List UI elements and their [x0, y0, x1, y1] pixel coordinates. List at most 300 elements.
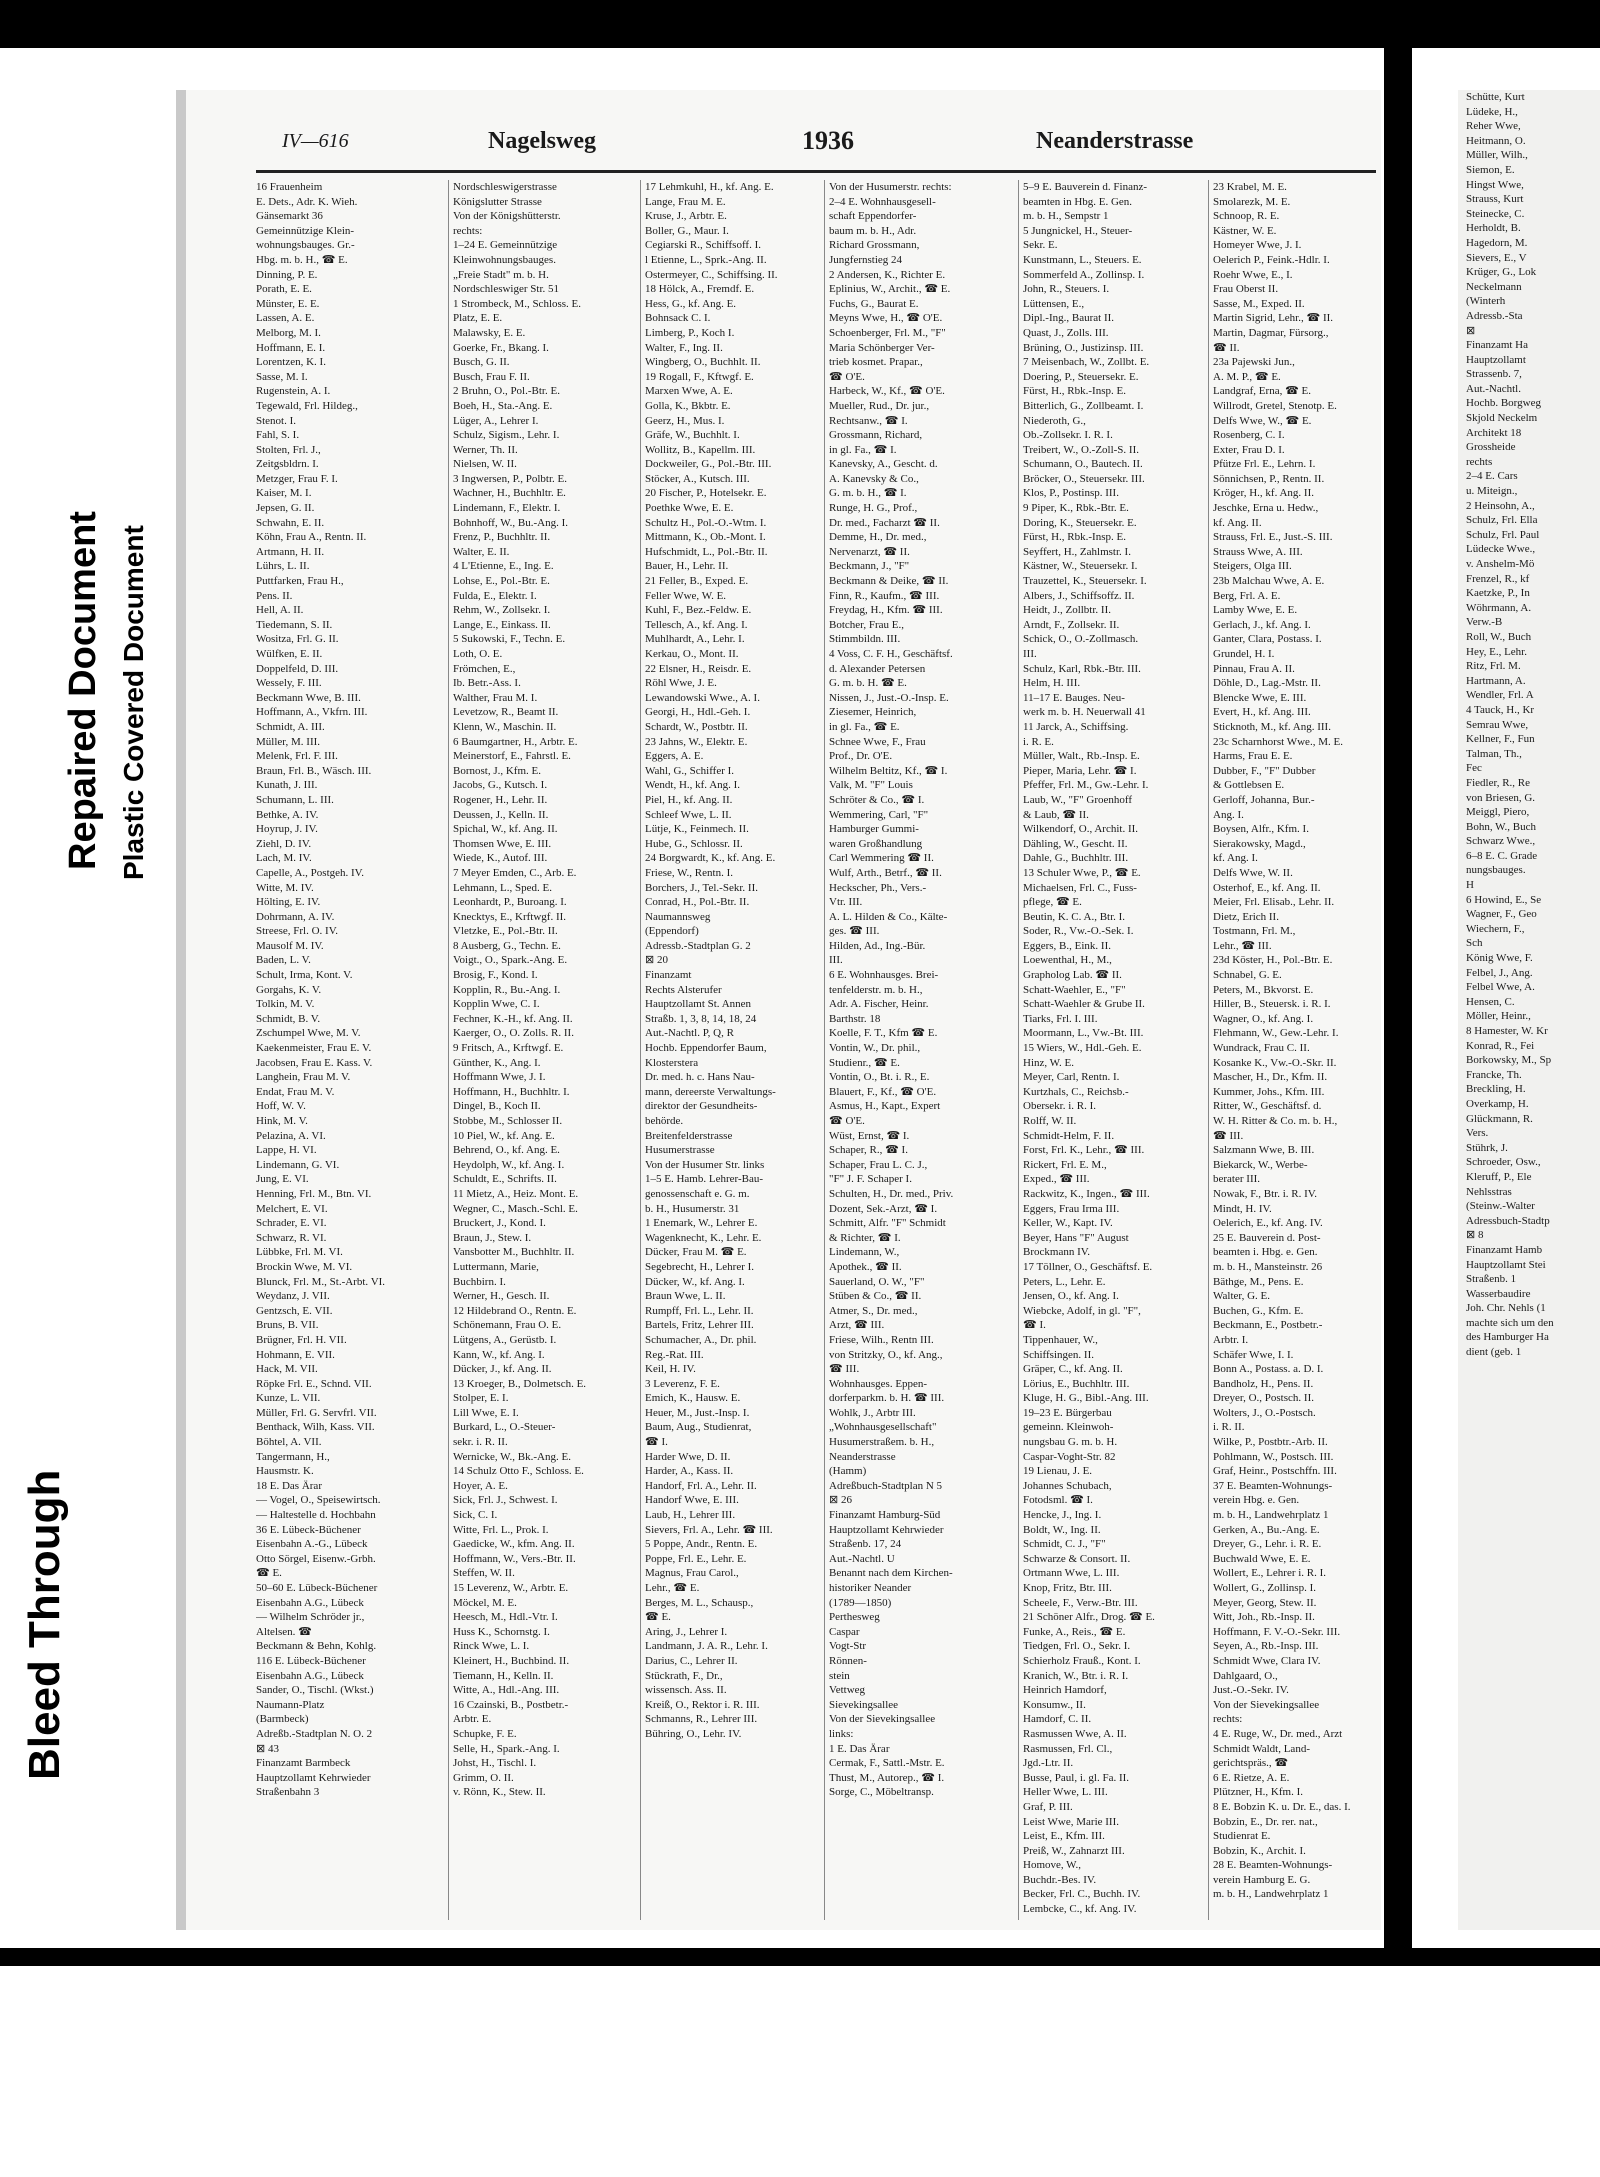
entry-line: Hoffmann, F. V.-O.-Sekr. III.	[1213, 1625, 1341, 1638]
entry-line: 5 Sukowski, F., Techn. E.	[453, 633, 566, 646]
entry-line: Schiffsingen. II.	[1023, 1348, 1094, 1361]
entry-line: 19–23 E. Bürgerbau	[1023, 1406, 1112, 1419]
entry-line: Jepsen, G. II.	[256, 502, 315, 515]
columns	[256, 180, 1381, 1920]
entry-line: Valk, M. "F" Louis	[829, 779, 913, 792]
entry-line: Braun, Frl. B., Wäsch. III.	[256, 764, 372, 777]
entry-line: 6 E. Wohnhausges. Brei-	[829, 969, 939, 982]
entry-line: Lamby Wwe, E. E.	[1213, 604, 1298, 617]
entry-line: Brüning, O., Justizinsp. III.	[1023, 341, 1144, 354]
entry-line: Hube, G., Schlossr. II.	[645, 837, 743, 850]
entry-line: Bruckert, J., Kond. I.	[453, 1217, 546, 1230]
entry-line: Levetzow, R., Beamt II.	[453, 706, 559, 719]
entry-line: Jung, E. VI.	[256, 1173, 309, 1186]
entry-line: Funke, A., Reis., ☎ E.	[1023, 1625, 1126, 1638]
entry-line: III.	[1023, 648, 1037, 660]
entry-line: Schumann, L. III.	[256, 793, 334, 806]
entry-line: Lehr., ☎ E.	[645, 1582, 700, 1594]
entry-line: direktor der Gesundheits-	[645, 1100, 758, 1113]
entry-line: Melborg, M. I.	[256, 326, 321, 339]
entry-line: Gänsemarkt 36	[256, 210, 323, 223]
entry-line: Hochb. Eppendorfer Baum,	[645, 1042, 767, 1055]
entry-line: verein Hamburg E. G.	[1213, 1873, 1311, 1886]
entry-line: Ziehl, D. IV.	[256, 837, 312, 850]
entry-line: rechts:	[453, 224, 483, 237]
entry-line: Heckscher, Ph., Vers.-	[829, 881, 927, 894]
entry-line: Pelazina, A. VI.	[256, 1129, 326, 1142]
entry-line: Asmus, H., Kapt., Expert	[829, 1100, 941, 1113]
entry-line: Kreiß, O., Rektor i. R. III.	[645, 1698, 760, 1711]
entry-line: 3 Leverenz, F. E.	[645, 1377, 720, 1390]
entry-line: Kopplin, R., Bu.-Ang. I.	[453, 983, 561, 996]
adjacent-entry-line: Fiedler, R., Re	[1466, 776, 1531, 789]
entry-line: Röpke Frl. E., Schnd. VII.	[256, 1377, 372, 1390]
entry-line: waren Großhandlung	[829, 837, 923, 850]
entry-line: Jeschke, Erna u. Hedw.,	[1213, 502, 1319, 515]
entry-line: Nervenarzt, ☎ II.	[829, 545, 910, 558]
entry-line: Schmidt, B. V.	[256, 1012, 321, 1025]
entry-line: Dietz, Erich II.	[1213, 910, 1279, 923]
entry-line: Hoffmann, A., Vkfrn. III.	[256, 706, 368, 719]
entry-line: 11–17 E. Bauges. Neu-	[1023, 691, 1125, 704]
entry-line: Burkard, L., O.-Steuer-	[453, 1421, 556, 1434]
adjacent-entry-line: Adressb.-Sta	[1466, 309, 1523, 322]
entry-line: Eplinius, W., Archit., ☎ E.	[829, 283, 951, 296]
entry-line: Finanzamt Barmbeck	[256, 1757, 351, 1770]
entry-line: Naumann-Platz	[256, 1698, 325, 1711]
entry-line: Meyer, Georg, Stew. II.	[1213, 1596, 1317, 1609]
entry-line: Wilhelm Beltitz, Kf., ☎ I.	[829, 764, 948, 777]
entry-line: genossenschaft e. G. m.	[645, 1187, 750, 1200]
entry-line: Rechtsanw., ☎ I.	[829, 414, 908, 427]
entry-line: Stobbe, M., Schlosser II.	[453, 1115, 563, 1127]
entry-line: G. m. b. H. ☎ E.	[829, 677, 907, 690]
adjacent-entry-line: Felbel Wwe, A.	[1466, 981, 1535, 994]
entry-line: Werner, Th. II.	[453, 443, 518, 456]
entry-line: Dr. med., Facharzt ☎ II.	[829, 516, 940, 529]
adjacent-entry-line: 2–4 E. Cars	[1466, 470, 1518, 483]
entry-line: Eggers, A. E.	[645, 750, 704, 763]
entry-line: ⊠ 26	[829, 1494, 852, 1507]
entry-line: Caspar	[829, 1625, 860, 1638]
entry-line: Schaper, Frau L. C. J.,	[829, 1158, 928, 1171]
entry-line: Lewandowski Wwe., A. I.	[645, 691, 760, 704]
entry-line: Melchert, E. VI.	[256, 1202, 328, 1215]
entry-line: Selle, H., Spark.-Ang. I.	[453, 1742, 560, 1755]
entry-line: Keller, W., Kapt. IV.	[1023, 1217, 1113, 1230]
adjacent-entry-line: Grossheide	[1466, 441, 1516, 454]
entry-line: Wingberg, O., Buchhlt. II.	[645, 356, 761, 369]
entry-line: Heidt, J., Zollbtr. II.	[1023, 604, 1111, 617]
entry-line: Oelerich, E., kf. Ang. IV.	[1213, 1217, 1323, 1230]
entry-line: Frau Oberst II.	[1213, 283, 1279, 296]
entry-line: Sekr. E.	[1023, 239, 1058, 252]
entry-line: Witte, A., Hdl.-Ang. III.	[453, 1684, 560, 1697]
entry-line: Lembcke, C., kf. Ang. IV.	[1023, 1903, 1137, 1916]
entry-line: 24 Borgwardt, K., kf. Ang. E.	[645, 852, 776, 865]
entry-line: Köhn, Frau A., Rentn. II.	[256, 531, 367, 544]
entry-line: Hbg. m. b. H., ☎ E.	[256, 253, 348, 266]
entry-line: 2 Andersen, K., Richter E.	[829, 268, 946, 281]
entry-line: Streese, Frl. O. IV.	[256, 925, 338, 938]
entry-line: Wohlk, J., Arbtr III.	[829, 1406, 916, 1419]
entry-line: Busch, G. II.	[453, 356, 510, 369]
entry-line: Wiebcke, Adolf, in gl. "F",	[1023, 1304, 1141, 1317]
entry-line: 21 Feller, B., Exped. E.	[645, 575, 749, 588]
page-number: IV—616	[282, 130, 349, 152]
entry-line: Döhle, D., Lag.-Mstr. II.	[1213, 677, 1321, 690]
entry-line: ☎ III.	[1213, 1129, 1244, 1142]
entry-line: „Freie Stadt" m. b. H.	[453, 268, 549, 281]
entry-line: Rogener, H., Lehr. II.	[453, 793, 548, 806]
entry-line: Hilden, Ad., Ing.-Bür.	[829, 939, 926, 952]
entry-line: Gerlach, J., kf. Ang. I.	[1213, 618, 1311, 631]
entry-line: Adr. A. Fischer, Heinr.	[829, 998, 929, 1011]
entry-line: Segebrecht, H., Lehrer I.	[645, 1260, 755, 1273]
entry-line: Albers, J., Schiffsoffz. II.	[1023, 589, 1135, 602]
entry-line: kf. Ang. II.	[1213, 516, 1262, 529]
entry-line: Bornost, J., Kfm. E.	[453, 764, 541, 777]
entry-line: Schnabel, G. E.	[1213, 969, 1282, 982]
entry-line: Klosterstera	[645, 1056, 699, 1069]
entry-line: Hauptzollamt Kehrwieder	[829, 1523, 944, 1536]
entry-line: Kurtzhals, C., Reichsb.-	[1023, 1085, 1129, 1098]
entry-line: Hack, M. VII.	[256, 1363, 318, 1376]
entry-line: Perthesweg	[829, 1611, 880, 1624]
entry-line: Grimm, O. II.	[453, 1771, 514, 1784]
entry-line: 19 Rogall, F., Kftwgf. E.	[645, 370, 754, 383]
entry-line: Nordschleswiger Str. 51	[453, 283, 560, 296]
entry-line: Hoffmann, E. I.	[256, 341, 326, 354]
entry-line: Hamburger Gummi-	[829, 823, 919, 836]
entry-line: historiker Neander	[829, 1582, 912, 1594]
entry-line: Schatt-Waehler, E., "F"	[1023, 983, 1126, 996]
entry-line: Bühring, O., Lehr. IV.	[645, 1727, 742, 1740]
entry-line: Buchbirn. I.	[453, 1275, 506, 1288]
entry-line: ⊠ 20	[645, 954, 668, 967]
label-bleed-through: Bleed Through	[20, 1469, 69, 1780]
entry-line: 5 Jungnickel, H., Steuer-	[1023, 224, 1133, 237]
entry-line: Hess, G., kf. Ang. E.	[645, 297, 737, 310]
entry-line: Wendt, H., kf. Ang. I.	[645, 779, 741, 792]
entry-line: Witte, Frl. L., Prok. I.	[453, 1523, 549, 1536]
entry-line: gerichtspräs., ☎	[1213, 1757, 1289, 1770]
header-year: 1936	[802, 126, 854, 155]
entry-line: Seyffert, H., Zahlmstr. I.	[1023, 545, 1131, 558]
entry-line: G. m. b. H., ☎ I.	[829, 487, 907, 500]
adjacent-entry-line: Wiechern, F.,	[1466, 922, 1525, 935]
entry-line: Piel, H., kf. Ang. II.	[645, 793, 733, 806]
entry-line: Carl Wemmering ☎ II.	[829, 852, 934, 865]
entry-line: Boeh, H., Sta.-Ang. E.	[453, 399, 553, 412]
entry-line: Delfs Wwe, W., ☎ E.	[1213, 414, 1312, 427]
entry-line: Dahle, G., Buchhltr. III.	[1023, 852, 1129, 865]
entry-line: Pinnau, Frau A. II.	[1213, 662, 1295, 675]
entry-line: 9 Piper, K., Rbk.-Btr. E.	[1023, 502, 1129, 515]
adjacent-entry-line: Francke, Th.	[1466, 1068, 1522, 1081]
entry-line: Landmann, J. A. R., Lehr. I.	[645, 1640, 768, 1653]
entry-line: Michaelsen, Frl. C., Fuss-	[1023, 881, 1137, 894]
entry-line: Benthack, Wilh, Kass. VII.	[256, 1421, 375, 1434]
entry-line: Schwarze & Consort. II.	[1023, 1552, 1131, 1565]
adjacent-entry-line: Siemon, E.	[1466, 163, 1515, 176]
adjacent-entry-line: Meiggl, Piero,	[1466, 806, 1530, 819]
entry-line: Magnus, Frau Carol.,	[645, 1567, 739, 1580]
entry-line: i. R. II.	[1213, 1421, 1245, 1434]
entry-line: Wilke, P., Postbtr.-Arb. II.	[1213, 1436, 1328, 1449]
adjacent-entry-line: König Wwe, F.	[1466, 952, 1533, 965]
entry-line: Rasmussen, Frl. Cl.,	[1023, 1742, 1113, 1755]
entry-line: (Eppendorf)	[645, 925, 699, 938]
entry-line: 2–4 E. Wohnhausgesell-	[829, 195, 936, 208]
entry-line: Schulz, Sigism., Lehr. I.	[453, 429, 560, 442]
entry-line: Schaper, R., ☎ I.	[829, 1144, 908, 1157]
entry-line: Vettweg	[829, 1684, 866, 1697]
entry-line: Sauerland, O. W., "F"	[829, 1275, 925, 1288]
entry-line: Walter, F., Ing. II.	[645, 341, 723, 354]
entry-line: 1–5 E. Hamb. Lehrer-Bau-	[645, 1173, 763, 1186]
entry-line: Kopplin Wwe, C. I.	[453, 998, 540, 1011]
entry-line: 1–24 E. Gemeinnützige	[453, 239, 558, 252]
entry-line: Landgraf, Erna, ☎ E.	[1213, 385, 1311, 398]
entry-line: 5 Poppe, Andr., Rentn. E.	[645, 1538, 758, 1551]
entry-line: Hell, A. II.	[256, 604, 304, 617]
entry-line: Fulda, E., Elektr. I.	[453, 589, 537, 602]
entry-line: Lange, Frau M. E.	[645, 195, 726, 208]
entry-line: Boysen, Alfr., Kfm. I.	[1213, 823, 1309, 836]
entry-line: Luttermann, Marie,	[453, 1260, 539, 1273]
entry-line: Schwarz, R. VI.	[256, 1231, 327, 1244]
entry-line: Stüben & Co., ☎ II.	[829, 1290, 922, 1303]
adjacent-entry-line: Ritz, Frl. M.	[1466, 660, 1521, 673]
entry-line: Hoyer, A. E.	[453, 1479, 508, 1492]
entry-line: Kummer, Johs., Kfm. III.	[1213, 1085, 1325, 1098]
entry-line: Arbtr. I.	[1213, 1333, 1249, 1346]
entry-line: behörde.	[645, 1115, 684, 1127]
entry-line: b. H., Husumerstr. 31	[645, 1202, 740, 1215]
entry-line: Bobzin, K., Archit. I.	[1213, 1844, 1306, 1857]
entry-line: Bonn A., Postass. a. D. I.	[1213, 1363, 1324, 1376]
entry-line: Hausmstr. K.	[256, 1465, 314, 1478]
entry-line: Jacobs, G., Kutsch. I.	[453, 779, 548, 792]
adjacent-entry-line: 6–8 E. C. Grade	[1466, 849, 1538, 862]
entry-line: Schuldt, E., Schrifts. II.	[453, 1173, 557, 1186]
entry-line: Jgd.-Ltr. II.	[1023, 1757, 1074, 1770]
entry-line: Rechts Alsterufer	[645, 983, 722, 996]
entry-line: Kunze, L. VII.	[256, 1392, 321, 1405]
adjacent-entry-line: (Steinw.-Walter	[1466, 1200, 1535, 1213]
adjacent-entry-line: Sch	[1466, 937, 1483, 950]
entry-line: Dingel, B., Koch II.	[453, 1100, 541, 1113]
header-left-street: Nagelsweg	[488, 128, 596, 154]
entry-line: Ang. I.	[1213, 808, 1244, 821]
entry-line: 17 Lehmkuhl, H., kf. Ang. E.	[645, 181, 774, 193]
entry-line: Wachner, H., Buchhltr. E.	[453, 487, 566, 500]
entry-line: werk m. b. H. Neuerwall 41	[1023, 706, 1146, 719]
entry-line: Jungfernstieg 24	[829, 253, 903, 266]
entry-line: Lübbke, Frl. M. VI.	[256, 1246, 343, 1259]
adjacent-entry-line: Strassenb. 7,	[1466, 368, 1522, 381]
entry-line: Geerz, H., Mus. I.	[645, 414, 725, 427]
entry-line: Brosig, F., Kond. I.	[453, 969, 538, 982]
entry-line: Aut.-Nachtl. U	[829, 1552, 895, 1565]
entry-line: Martin Sigrid, Lehr., ☎ II.	[1213, 312, 1334, 325]
entry-line: Buchen, G., Kfm. E.	[1213, 1304, 1304, 1317]
entry-line: Peters, M., Bkvorst. E.	[1213, 983, 1314, 996]
entry-line: Neanderstrasse	[829, 1450, 896, 1463]
entry-line: 23a Pajewski Jun.,	[1213, 356, 1295, 369]
entry-line: Henning, Frl. M., Btn. VI.	[256, 1187, 372, 1200]
entry-line: Ostermeyer, C., Schiffsing. II.	[645, 268, 778, 281]
entry-line: Laub, H., Lehrer III.	[645, 1509, 736, 1522]
entry-line: 37 E. Beamten-Wohnungs-	[1213, 1479, 1333, 1492]
entry-line: E. Dets., Adr. K. Wieh.	[256, 195, 358, 208]
entry-line: Hohmann, E. VII.	[256, 1348, 335, 1361]
entry-line: Mittmann, K., Ob.-Mont. I.	[645, 531, 766, 544]
entry-line: Ziesemer, Heinrich,	[829, 706, 917, 719]
entry-line: Finanzamt Hamburg-Süd	[829, 1509, 941, 1522]
entry-line: Dozent, Sek.-Arzt, ☎ I.	[829, 1202, 938, 1215]
entry-line: Kunstmann, L., Steuers. E.	[1023, 253, 1142, 266]
entry-line: Sönnichsen, P., Rentn. II.	[1213, 472, 1325, 485]
entry-line: in gl. Fa., ☎ I.	[829, 443, 897, 456]
entry-line: Conrad, H., Pol.-Btr. II.	[645, 896, 750, 909]
entry-line: 1 E. Das Ärar	[829, 1742, 890, 1755]
entry-line: Sasse, M. I.	[256, 370, 308, 383]
entry-line: Doering, P., Steuersekr. E.	[1023, 370, 1139, 383]
entry-line: Rosenberg, C. I.	[1213, 429, 1285, 442]
entry-line: Rinck Wwe, L. I.	[453, 1640, 530, 1653]
entry-line: i. R. E.	[1023, 735, 1054, 748]
entry-line: Wahl, G., Schiffer I.	[645, 764, 735, 777]
adjacent-entry-line: Möller, Heinr.,	[1466, 1010, 1531, 1023]
entry-line: Von der Sievekingsallee	[829, 1713, 936, 1726]
adjacent-entry-line: Kleruff, P., Ele	[1466, 1170, 1532, 1183]
entry-line: Mindt, H. IV.	[1213, 1202, 1272, 1215]
entry-line: Lütje, K., Feinmech. II.	[645, 823, 749, 836]
adjacent-entry-line: Semrau Wwe,	[1466, 718, 1529, 731]
entry-line: Witte, M. IV.	[256, 881, 314, 894]
entry-line: Baden, L. V.	[256, 954, 311, 967]
entry-line: m. b. H., Sempstr 1	[1023, 210, 1109, 223]
entry-line: Tiemann, H., Kelln. II.	[453, 1669, 554, 1682]
entry-line: & Laub, ☎ II.	[1023, 808, 1089, 821]
entry-line: 17 Töllner, O., Geschäftsf. E.	[1023, 1260, 1153, 1273]
entry-line: Studienrat E.	[1213, 1830, 1271, 1843]
entry-line: Dohrmann, A. IV.	[256, 910, 335, 923]
entry-line: 23c Scharnhorst Wwe., M. E.	[1213, 735, 1343, 748]
entry-line: Gerken, A., Bu.-Ang. E.	[1213, 1523, 1320, 1536]
entry-line: Lehr., ☎ III.	[1213, 939, 1272, 952]
entry-line: Thust, M., Autorep., ☎ I.	[829, 1771, 945, 1784]
entry-line: Martin, Dagmar, Fürsorg.,	[1213, 326, 1329, 339]
entry-line: A. Kanevsky & Co.,	[829, 472, 919, 485]
entry-line: Lohse, E., Pol.-Btr. E.	[453, 575, 550, 588]
entry-line: Straßenbahn 3	[256, 1786, 320, 1799]
entry-line: Kruse, J., Arbtr. E.	[645, 210, 727, 223]
entry-line: m. b. H., Landwehrplatz 1	[1213, 1509, 1329, 1522]
adjacent-entry-line: Skjold Neckelm	[1466, 412, 1538, 425]
entry-line: Harder Wwe, D. II.	[645, 1450, 731, 1463]
entry-line: Walther, Frau M. I.	[453, 691, 538, 704]
entry-line: Bohnsack C. I.	[645, 312, 711, 325]
entry-line: Capelle, A., Postgeh. IV.	[256, 866, 364, 879]
entry-line: 15 Leverenz, W., Arbtr. E.	[453, 1582, 569, 1594]
entry-line: Harbeck, W., Kf., ☎ O'E.	[829, 385, 945, 398]
entry-line: Baum, Aug., Studienrat,	[645, 1421, 752, 1434]
entry-line: Von der Sievekingsallee	[1213, 1698, 1320, 1711]
entry-line: ☎ III.	[829, 1363, 860, 1376]
entry-line: trieb kosmet. Prapar.,	[829, 356, 923, 369]
entry-line: Hamdorf, C. II.	[1023, 1713, 1092, 1726]
entry-line: Sander, O., Tischl. (Wkst.)	[256, 1684, 374, 1697]
entry-line: Marxen Wwe, A. E.	[645, 385, 733, 398]
entry-line: Kanevsky, A., Gescht. d.	[829, 458, 938, 471]
entry-line: Beutin, K. C. A., Btr. I.	[1023, 910, 1126, 923]
entry-line: Pohlmann, W., Postsch. III.	[1213, 1450, 1334, 1463]
entry-line: 4 E. Ruge, W., Dr. med., Arzt	[1213, 1727, 1343, 1740]
entry-line: 5–9 E. Bauverein d. Finanz-	[1023, 181, 1148, 193]
entry-line: III.	[829, 954, 843, 967]
entry-line: Leist Wwe, Marie III.	[1023, 1815, 1120, 1828]
entry-line: Handorf Wwe, E. III.	[645, 1494, 739, 1507]
page-edge	[176, 90, 186, 1930]
entry-line: Willrodt, Gretel, Stenotp. E.	[1213, 399, 1337, 412]
entry-line: Laub, W., "F" Groenhoff	[1023, 793, 1132, 806]
entry-line: l Etienne, L., Sprk.-Ang. II.	[645, 253, 767, 266]
entry-line: Busch, Frau F. II.	[453, 370, 530, 383]
entry-line: 21 Schöner Alfr., Drog. ☎ E.	[1023, 1611, 1155, 1624]
entry-line: Naumannsweg	[645, 910, 711, 923]
entry-line: Hauptzollamt Kehrwieder	[256, 1771, 371, 1784]
entry-line: Jacobsen, Frau E. Kass. V.	[256, 1056, 373, 1069]
entry-line: Scheele, F., Verw.-Btr. III.	[1023, 1596, 1138, 1609]
entry-line: Zeitgsbldrn. I.	[256, 458, 319, 471]
entry-line: Knop, Fritz, Btr. III.	[1023, 1582, 1112, 1594]
entry-line: Wülfken, E. II.	[256, 648, 323, 660]
entry-line: Grossmann, Richard,	[829, 429, 923, 442]
adjacent-entry-line: v. Anshelm-Mö	[1466, 558, 1535, 570]
entry-line: nungsbau G. m. b. H.	[1023, 1436, 1118, 1449]
entry-line: Beckmann, E., Postbetr.-	[1213, 1319, 1323, 1332]
entry-line: Lach, M. IV.	[256, 852, 312, 865]
entry-line: Gräfe, W., Buchhlt. I.	[645, 429, 740, 442]
entry-line: Hoffmann, W., Vers.-Btr. II.	[453, 1552, 576, 1565]
column-3	[640, 180, 823, 1920]
entry-line: 7 Meyer Emden, C., Arb. E.	[453, 866, 577, 879]
entry-line: Hoffmann, H., Buchhltr. I.	[453, 1085, 570, 1098]
entry-line: Busse, Paul, i. gl. Fa. II.	[1023, 1771, 1130, 1784]
entry-line: Borchers, J., Tel.-Sekr. II.	[645, 881, 758, 894]
entry-line: Apothek., ☎ II.	[829, 1260, 902, 1273]
entry-line: Bitterlich, G., Zollbeamt. I.	[1023, 399, 1144, 412]
entry-line: Lindemann, G. VI.	[256, 1158, 340, 1171]
entry-line: Schmidt, A. III.	[256, 720, 325, 733]
directory-page	[186, 90, 1381, 1930]
entry-line: Meier, Frl. Elisab., Lehr. II.	[1213, 896, 1335, 909]
entry-line: Stenot. I.	[256, 414, 297, 427]
entry-line: Gorgahs, K. V.	[256, 983, 322, 996]
adjacent-entry-line: Hey, E., Lehr.	[1466, 645, 1527, 658]
adjacent-entry-line: Nehlsstras	[1466, 1185, 1512, 1198]
entry-line: Beckmann Wwe, B. III.	[256, 691, 361, 704]
entry-line: Witt, Joh., Rb.-Insp. II.	[1213, 1611, 1315, 1624]
entry-line: Helm, H. III.	[1023, 677, 1081, 690]
entry-line: Voigt., O., Spark.-Ang. E.	[453, 954, 568, 967]
entry-line: Cermak, F., Sattl.-Mstr. E.	[829, 1757, 945, 1770]
entry-line: Frömchen, E.,	[453, 662, 516, 675]
adjacent-entry-line: 2 Heinsohn, A.,	[1466, 499, 1535, 512]
